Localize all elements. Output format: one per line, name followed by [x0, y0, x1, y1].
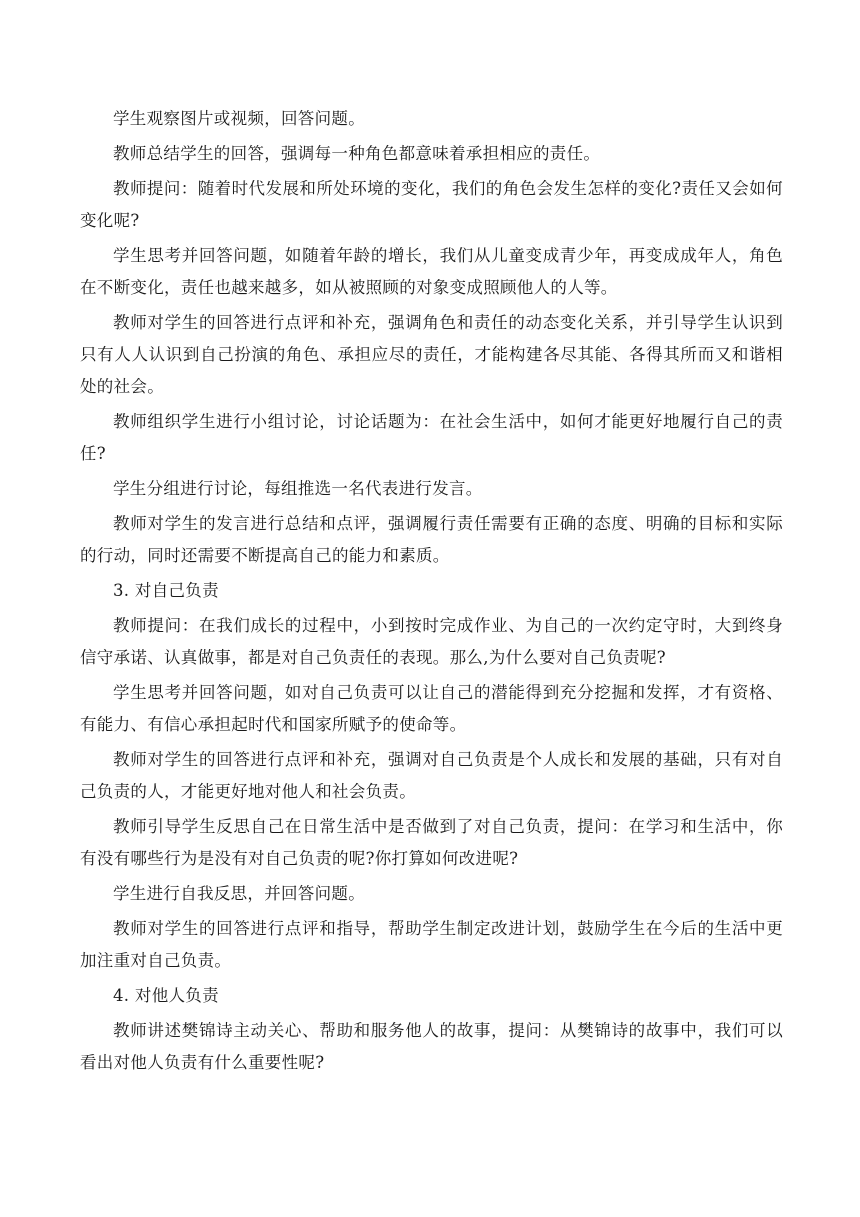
paragraph: 教师组织学生进行小组讨论，讨论话题为：在社会生活中，如何才能更好地履行自己的责任? — [80, 412, 783, 463]
section-heading: 4. 对他人负责 — [113, 986, 219, 1005]
paragraph: 学生观察图片或视频，回答问题。 — [113, 109, 365, 128]
paragraph: 教师总结学生的回答，强调每一种角色都意味着承担相应的责任。 — [113, 144, 601, 163]
document-body — [80, 103, 783, 1082]
paragraph: 教师提问：随着时代发展和所处环境的变化，我们的角色会发生怎样的变化?责任又会如何变化呢? — [80, 179, 783, 230]
paragraph: 教师对学生的回答进行点评和补充，强调对自己负责是个人成长和发展的基础，只有对自己负责的人，才能更好地对他人和社会负责。 — [80, 750, 783, 801]
paragraph: 教师提问：在我们成长的过程中，小到按时完成作业、为自己的一次约定守时，大到终身信守承诺、认真做事，都是对自己负责任的表现。那么,为什么要对自己负责呢? — [80, 616, 783, 667]
paragraph: 学生分组进行讨论，每组推选一名代表进行发言。 — [113, 479, 483, 498]
section-heading: 3. 对自己负责 — [113, 581, 219, 600]
paragraph: 教师对学生的回答进行点评和补充，强调角色和责任的动态变化关系，并引导学生认识到只有人人认识到自己扮演的角色、承担应尽的责任，才能构建各尽其能、各得其所而又和谐相处的社会。 — [80, 313, 783, 396]
paragraph: 学生进行自我反思，并回答问题。 — [113, 884, 365, 903]
paragraph: 学生思考并回答问题，如对自己负责可以让自己的潜能得到充分挖掘和发挥，才有资格、有能力、有信心承担起时代和国家所赋予的使命等。 — [80, 683, 783, 734]
paragraph: 教师讲述樊锦诗主动关心、帮助和服务他人的故事，提问：从樊锦诗的故事中，我们可以看出对他人负责有什么重要性呢? — [80, 1021, 783, 1072]
paragraph: 教师引导学生反思自己在日常生活中是否做到了对自己负责，提问：在学习和生活中，你有没有哪些行为是没有对自己负责的呢?你打算如何改进呢? — [80, 817, 783, 868]
paragraph: 教师对学生的发言进行总结和点评，强调履行责任需要有正确的态度、明确的目标和实际的行动，同时还需要不断提高自己的能力和素质。 — [80, 514, 783, 565]
paragraph: 教师对学生的回答进行点评和指导，帮助学生制定改进计划，鼓励学生在今后的生活中更加注重对自己负责。 — [80, 919, 783, 970]
paragraph: 学生思考并回答问题，如随着年龄的增长，我们从儿童变成青少年，再变成成年人，角色在不断变化，责任也越来越多，如从被照顾的对象变成照顾他人的人等。 — [80, 246, 783, 297]
